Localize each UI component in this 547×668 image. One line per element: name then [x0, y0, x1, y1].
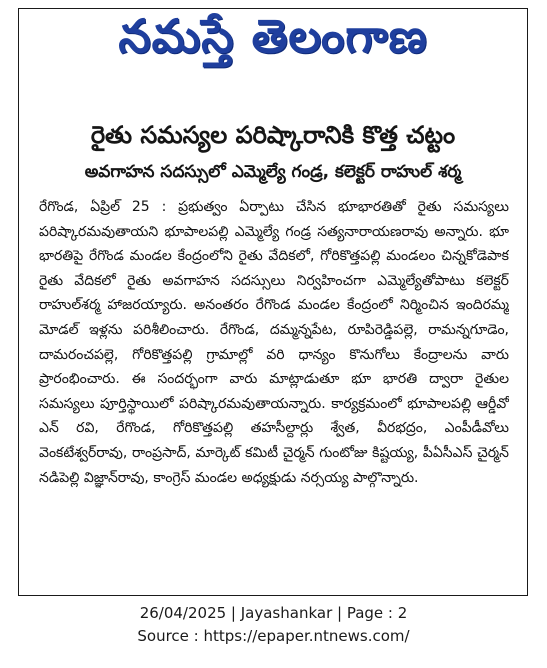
article-headline: రైతు సమస్యల పరిష్కారానికి కొత్త చట్టం — [90, 121, 456, 149]
news-clipping — [18, 8, 528, 596]
masthead-title: నమస్తే తెలంగాణ — [118, 9, 428, 63]
article-body: రేగొండ, ఏప్రిల్ 25 : ప్రభుత్వం ఏర్పాటు చేసిన భూభారతితో రైతు సమస్యలు పరిష్కారమవుతాయని భూపాలపల్లి ఎమ్మెల్యే గండ్ర సత్యనారాయణరావు అన్నారు. భూ భారతిపై రేగొండ మండల కేంద్రంలోని రైతు వేదికలో, గోరికొత్తపల్లి మండలం చిన్నకోడెపాక రైతు వేదికలో రైతు అవగాహన సదస్సులు నిర్వహించగా ఎమ్మెల్యేతోపాటు కలెక్టర్ రాహుల్‌శర్మ హాజరయ్యారు. అనంతరం రేగొండ మండల కేంద్రంలో నిర్మించిన ఇందిరమ్మ మోడల్ ఇళ్లను పరిశీలించారు. రేగొండ, దమ్మన్నపేట, రూపిరెడ్డిపల్లె, రామన్నగూడెం, దామరంచపల్లె, గోరికొత్తపల్లి గ్రామాల్లో వరి ధాన్యం కొనుగోలు కేంద్రాలను వారు ప్రారంభించారు. ఈ సందర్భంగా వారు మాట్లాడుతూ భూ భారతి ద్వారా రైతుల సమస్యలు పూర్తిస్థాయిలో పరిష్కారమవుతాయన్నారు. కార్యక్రమంలో భూపాలపల్లి ఆర్డీవో ఎన్ రవి, రేగొండ, గోరికొత్తపల్లి తహసీల్దార్లు శ్వేత, వీరభద్రం, ఎంపీడీవోలు వెంకటేశ్వర్‌రావు, రాంప్రసాద్, మార్కెట్ కమిటీ చైర్మన్ గుంటోజు కిష్టయ్య, పీఏసీఎస్ చైర్మన్ నడిపెల్లి విజ్ఞాన్‌రావు, కాంగ్రెస్ మండల అధ్యక్షుడు నర్సయ్య పాల్గొన్నారు. — [39, 199, 509, 486]
newspaper-masthead — [19, 11, 527, 73]
footer-date-edition-page: 26/04/2025 | Jayashankar | Page : 2 — [139, 604, 408, 622]
footer-source: Source : https://epaper.ntnews.com/ — [137, 627, 410, 645]
article-subheadline: అవగాహన సదస్సులో ఎమ్మెల్యే గండ్ర, కలెక్టర్ రాహుల్ శర్మ — [84, 162, 462, 182]
